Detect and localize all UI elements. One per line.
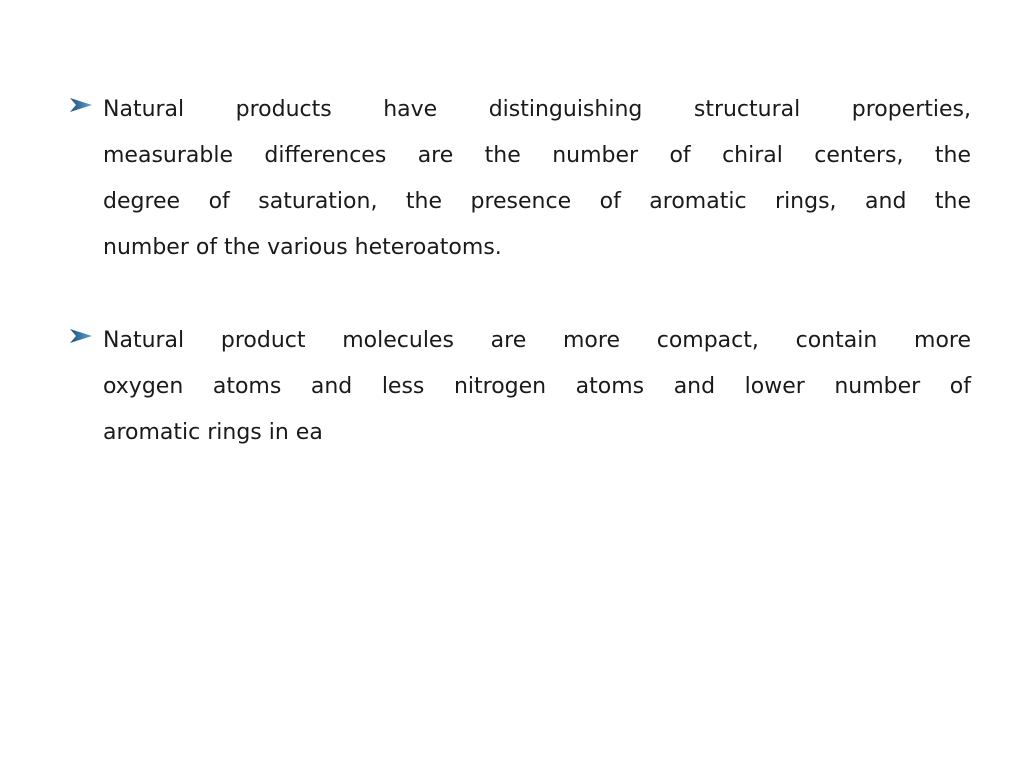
bullet-text — [103, 87, 971, 271]
text-line: degree of saturation, the presence of aromatic rings, and the — [103, 189, 971, 214]
text-line: oxygen atoms and less nitrogen atoms and lower number of — [103, 374, 971, 399]
bullet-text — [103, 318, 971, 456]
text-line: Natural product molecules are more compact, contain more — [103, 328, 971, 353]
text-line: measurable differences are the number of chiral centers, the — [103, 143, 971, 168]
text-line: number of the various heteroatoms. — [103, 235, 502, 260]
text-line: Natural products have distinguishing structural properties, — [103, 97, 971, 122]
text-line: aromatic rings in ea — [103, 420, 323, 445]
